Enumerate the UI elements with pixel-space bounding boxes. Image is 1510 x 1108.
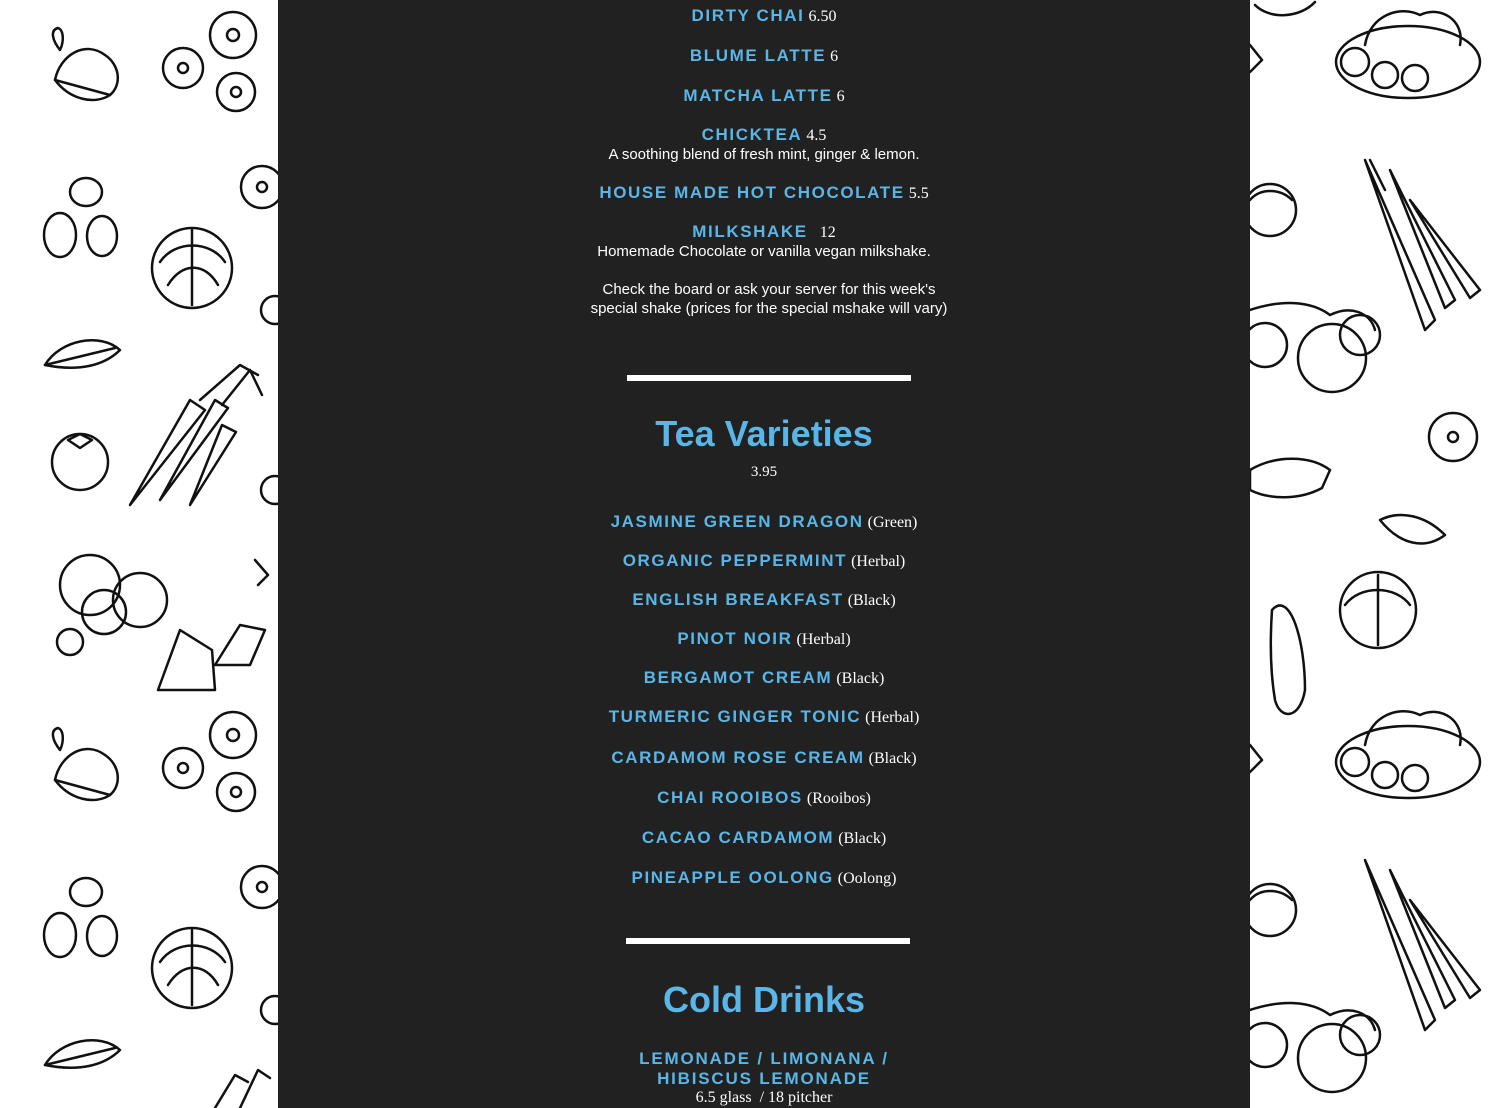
tea-variety: (Herbal): [865, 709, 920, 726]
carrot-bunch-icon: [1365, 160, 1480, 330]
carrot-bunch-icon: [130, 365, 262, 505]
right-vegetable-pattern: [1250, 0, 1510, 1108]
tomato-icon: [52, 434, 108, 490]
tea-item: [278, 628, 1250, 651]
item-description: A soothing blend of fresh mint, ginger & lemon.: [608, 146, 920, 163]
tea-item: [278, 747, 1250, 770]
tea-item: [278, 589, 1250, 612]
tea-item: [278, 667, 1250, 690]
vegetable-pattern-left-svg: [0, 0, 278, 1108]
tea-variety: (Black): [836, 670, 885, 687]
section-divider: [626, 938, 910, 944]
section-title-tea: Tea Varieties: [655, 413, 873, 454]
tea-item: [278, 787, 1250, 810]
tea-item: [278, 827, 1250, 850]
tea-variety: (Black): [868, 750, 917, 767]
tea-price: 3.95: [750, 464, 778, 480]
item-price: 6: [830, 48, 839, 65]
cucumber-slice-icon: [1429, 413, 1477, 461]
cold-item-name-line1: LEMONADE / LIMONANA /: [639, 1049, 889, 1068]
lettuce-leaf-icon: [53, 728, 118, 800]
menu-item: [278, 5, 1250, 28]
item-description: Homemade Chocolate or vanilla vegan milkshake.: [597, 243, 931, 260]
tea-variety: (Oolong): [837, 870, 897, 887]
cabbage-icon: [152, 928, 232, 1008]
cold-item-name-line2: HIBISCUS LEMONADE: [657, 1069, 871, 1088]
tea-variety: (Herbal): [796, 631, 851, 648]
item-name: DIRTY CHAI: [691, 6, 805, 25]
tea-name: ORGANIC PEPPERMINT: [622, 551, 848, 570]
tea-name: CACAO CARDAMOM: [641, 828, 835, 847]
lettuce-leaf-icon: [45, 340, 120, 367]
tea-item: [278, 867, 1250, 890]
item-name: MATCHA LATTE: [683, 86, 833, 105]
tea-name: PINOT NOIR: [677, 629, 793, 648]
carrot-bunch-icon: [1365, 860, 1480, 1030]
special-shake-note: Check the board or ask your server for this week's special shake (prices for the special mshake will vary): [590, 281, 948, 317]
tea-name: BERGAMOT CREAM: [643, 668, 833, 687]
item-price: 6: [836, 88, 845, 105]
bowl-icon: [158, 625, 265, 690]
cabbage-icon: [1250, 884, 1296, 936]
eggplant-icon: [1250, 459, 1330, 714]
cold-item-price: 6.5 glass / 18 pitcher: [695, 1089, 833, 1106]
tomato-icon: [57, 555, 167, 655]
tea-name: CARDAMOM ROSE CREAM: [611, 748, 865, 767]
lettuce-leaf-icon: [45, 1040, 120, 1067]
item-price: 4.5: [806, 127, 827, 144]
item-name: BLUME LATTE: [689, 46, 827, 65]
tomato-icon: [1250, 303, 1380, 392]
item-name: MILKSHAKE: [692, 222, 808, 241]
item-price: 12: [819, 224, 836, 241]
tea-variety: (Herbal): [851, 553, 906, 570]
tea-variety: (Rooibos): [806, 790, 871, 807]
left-vegetable-pattern: [0, 0, 278, 1108]
carrot-bunch-icon: [215, 1070, 270, 1108]
section-title-cold: Cold Drinks: [662, 979, 866, 1020]
tea-item: [278, 706, 1250, 729]
section-divider: [627, 375, 911, 381]
tea-item: [278, 550, 1250, 573]
salad-plate-icon: [1336, 711, 1480, 798]
lemon-icon: [44, 178, 117, 257]
tea-name: CHAI ROOIBOS: [657, 788, 803, 807]
menu-item: [278, 85, 1250, 108]
tea-variety: (Black): [838, 830, 887, 847]
lettuce-leaf-icon: [53, 28, 118, 100]
vegetable-pattern-right-svg: [1250, 0, 1510, 1108]
tea-name: ENGLISH BREAKFAST: [632, 590, 844, 609]
cucumber-slice-icon: [163, 712, 278, 908]
tomato-icon: [1250, 1003, 1380, 1092]
item-name: CHICKTEA: [701, 125, 803, 144]
cabbage-icon: [1250, 184, 1296, 236]
menu-item: [278, 221, 1250, 244]
salad-plate-icon: [1336, 11, 1480, 98]
menu-item: [278, 124, 1250, 147]
tea-variety: (Black): [847, 592, 896, 609]
cucumber-slice-icon: [163, 12, 278, 208]
menu-item: [278, 45, 1250, 68]
tea-name: TURMERIC GINGER TONIC: [608, 707, 862, 726]
item-price: 6.50: [808, 8, 837, 25]
menu-item: [278, 182, 1250, 205]
item-name: HOUSE MADE HOT CHOCOLATE: [599, 183, 905, 202]
cabbage-icon: [152, 228, 232, 308]
tea-item: [278, 511, 1250, 534]
cabbage-icon: [1340, 572, 1416, 648]
tea-name: PINEAPPLE OOLONG: [631, 868, 834, 887]
menu-panel: [278, 0, 1250, 1108]
tea-name: JASMINE GREEN DRAGON: [610, 512, 864, 531]
item-price: 5.5: [908, 185, 929, 202]
lemon-icon: [44, 878, 117, 957]
tea-variety: (Green): [867, 514, 918, 531]
